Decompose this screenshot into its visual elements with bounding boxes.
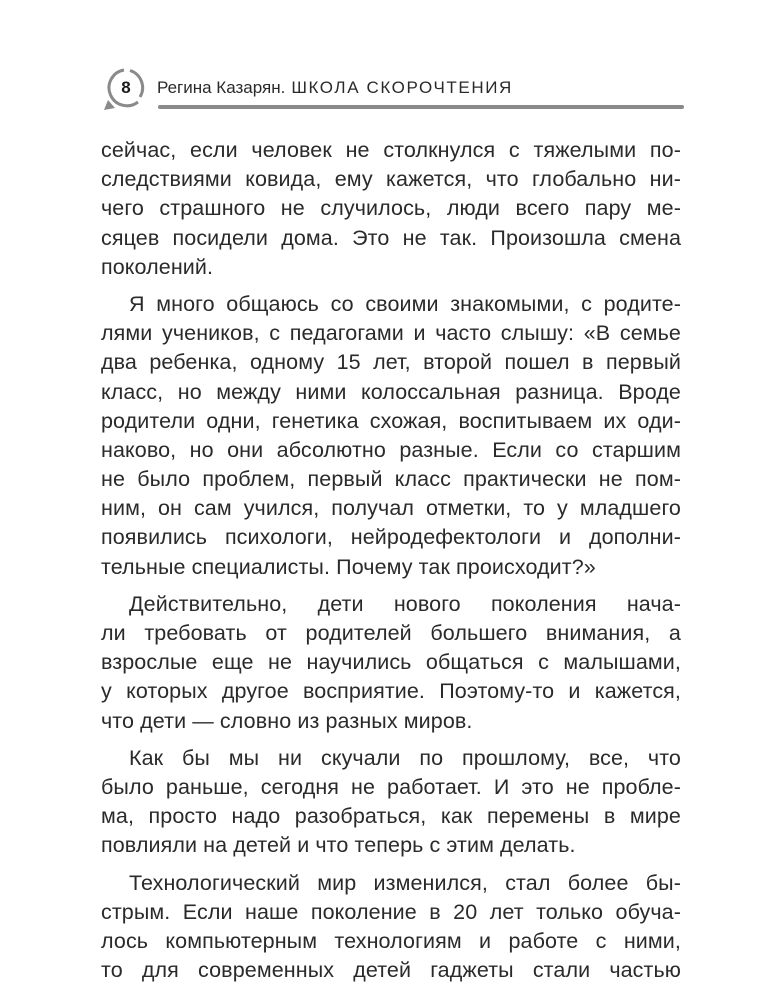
text-line: было раньше, сегодня не работает. И это не пробле- (101, 774, 681, 799)
text-line: что дети — словно из разных миров. (101, 708, 473, 733)
page-number: 8 (121, 78, 131, 97)
text-line: ним, он сам учился, получал отметки, то у младшего (101, 496, 681, 521)
paragraph (101, 136, 681, 282)
text-line: лось компьютерным технологиям и работе с ними, (101, 928, 681, 953)
paragraph (101, 869, 681, 986)
text-line: родители одни, генетика схожая, воспитываем их оди- (101, 408, 681, 433)
book-title: ШКОЛА СКОРОЧТЕНИЯ (291, 78, 513, 97)
text-line: взрослые еще не научились общаться с малышами, (101, 650, 681, 675)
paragraph (101, 744, 681, 861)
text-line: класс, но между ними колоссальная разница. Вроде (101, 379, 681, 404)
text-line: ма, просто надо разобраться, как перемены в мире (101, 804, 681, 829)
paragraph (101, 590, 681, 736)
header-rule (158, 105, 684, 109)
running-header (100, 66, 685, 114)
text-line: наково, но они абсолютно разные. Если со старшим (101, 437, 681, 462)
author-name: Регина Казарян. (157, 78, 286, 97)
text-line: не было проблем, первый класс практически не пом- (101, 467, 681, 492)
text-line: повлияли на детей и что теперь с этим делать. (101, 833, 576, 858)
text-line: Действительно, дети нового поколения нача- (129, 591, 681, 616)
text-line: стрым. Если наше поколение в 20 лет только обуча- (101, 899, 681, 924)
text-line: поколений. (101, 254, 214, 279)
text-line: тельные специалисты. Почему так происходит?» (101, 554, 596, 579)
text-line: ли требовать от родителей большего внимания, а (101, 621, 681, 645)
text-line: Я много общаюсь со своими знакомыми, с родите- (129, 291, 681, 316)
paragraph (101, 290, 681, 582)
running-title (157, 78, 513, 98)
text-line: сейчас, если человек не столкнулся с тяжелыми по- (101, 138, 681, 162)
body-text (101, 136, 681, 993)
text-line: лями учеников, с педагогами и часто слышу: «В семье (101, 321, 681, 346)
text-line: сяцев посидели дома. Это не так. Произошла смена (101, 225, 681, 250)
text-line: у которых другое восприятие. Поэтому-то и кажется, (101, 679, 681, 704)
text-line: Как бы мы ни скучали по прошлому, все, что (129, 745, 681, 770)
text-line: чего страшного не случилось, люди всего пару ме- (101, 196, 681, 221)
text-line: появились психологи, нейродефектологи и дополни- (101, 525, 681, 550)
text-line: Технологический мир изменился, стал более бы- (129, 870, 681, 895)
text-line: два ребенка, одному 15 лет, второй пошел в первый (101, 350, 681, 375)
text-line: то для современных детей гаджеты стали частью (101, 958, 681, 983)
text-line: следствиями ковида, ему кажется, что глобально ни- (101, 167, 681, 192)
